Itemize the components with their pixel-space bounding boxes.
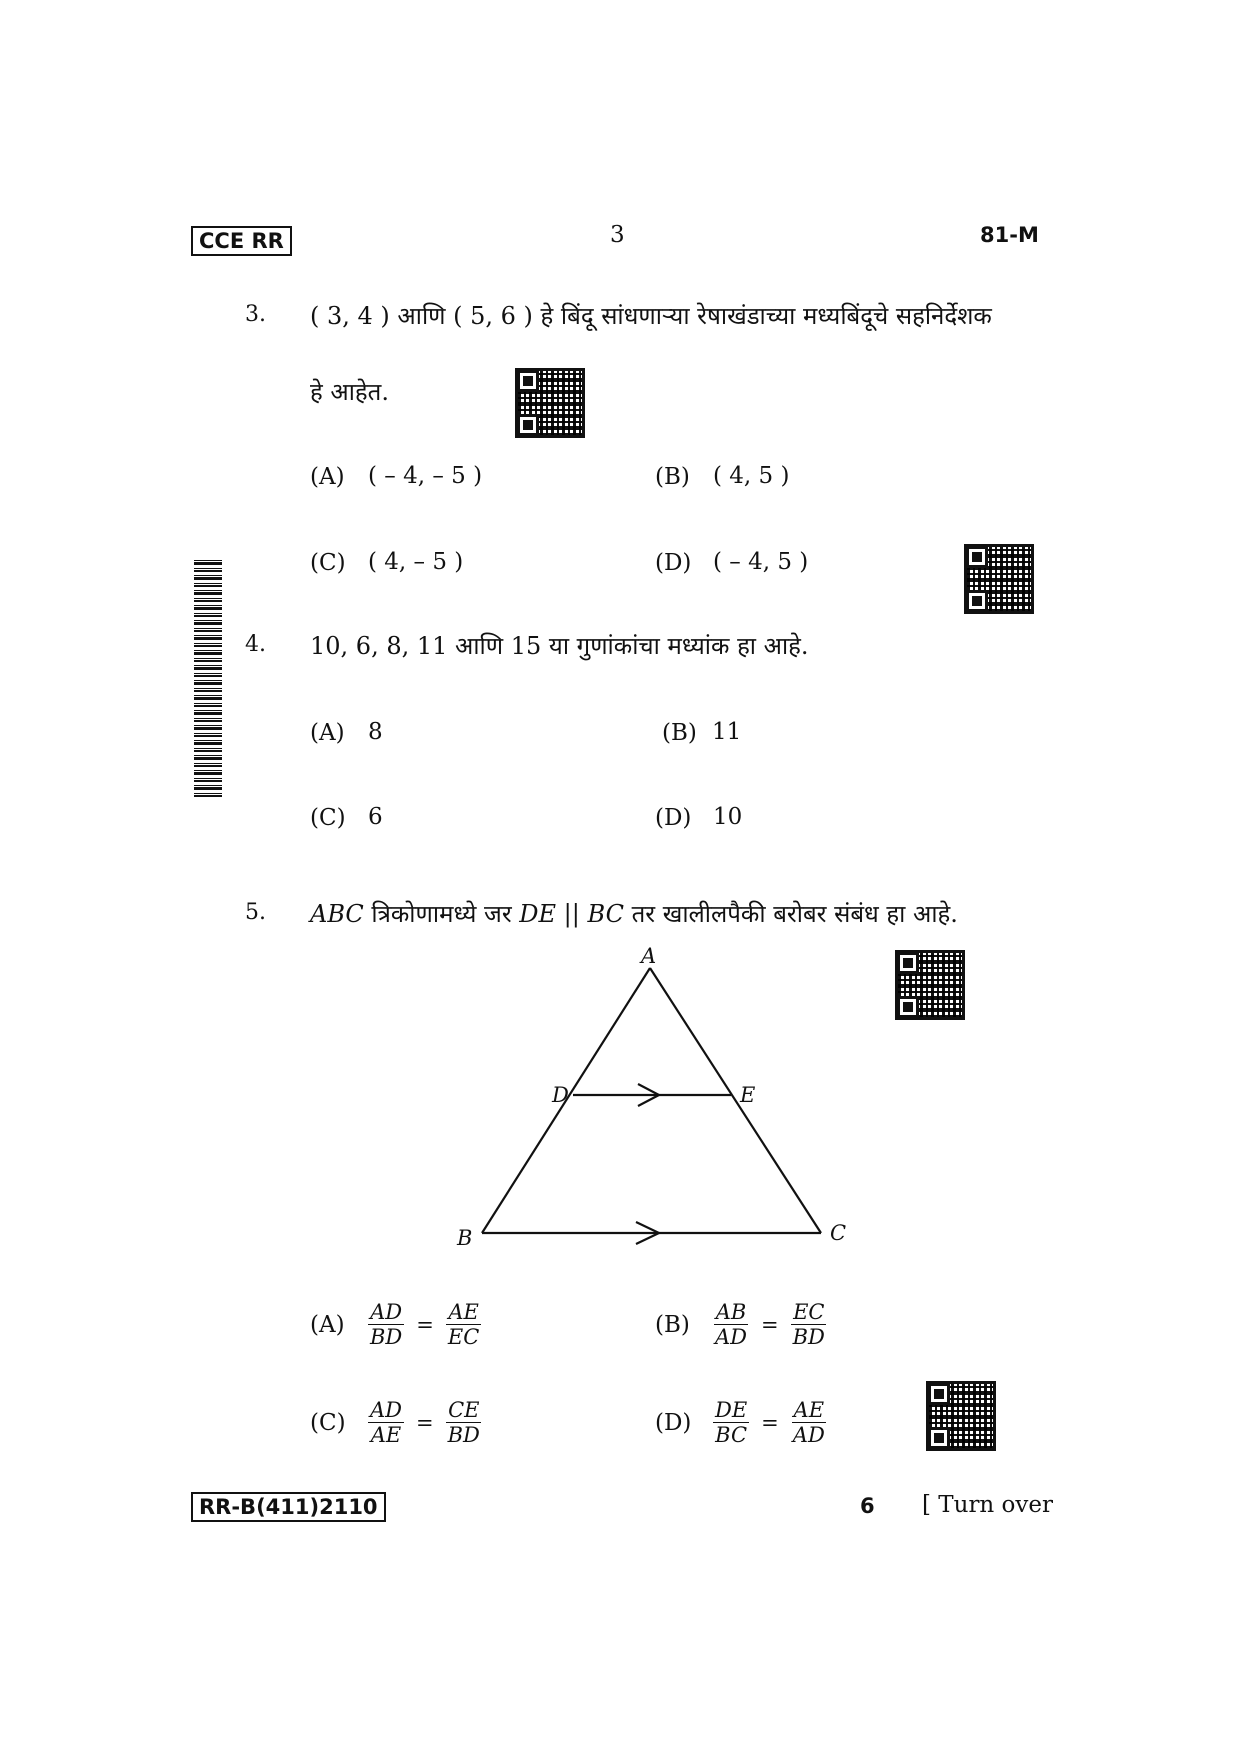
option-label: (A) [310, 720, 345, 746]
qr-code-q3 [515, 368, 585, 438]
q5-option-a[interactable] [310, 1300, 481, 1349]
qr-code-q5-figure [895, 950, 965, 1020]
q4-option-a[interactable] [310, 719, 383, 746]
turn-over-text: [ Turn over [922, 1492, 1054, 1518]
fraction-left [368, 1300, 404, 1349]
q3-option-b[interactable] [655, 463, 789, 490]
fraction-right [791, 1398, 827, 1447]
q5-text-part1: त्रिकोणामध्ये जर [363, 900, 520, 928]
option-label: (D) [655, 1409, 692, 1436]
vertex-c-label: C [830, 1221, 847, 1245]
option-text: ( 4, – 5 ) [368, 549, 464, 575]
denominator: EC [447, 1325, 480, 1349]
fraction-right [446, 1300, 481, 1349]
option-label: (C) [310, 805, 346, 831]
option-text: 11 [712, 719, 742, 745]
option-label: (A) [310, 464, 345, 490]
page-number: 3 [610, 222, 625, 248]
option-label: (D) [655, 550, 692, 576]
q4-option-d[interactable] [655, 804, 742, 831]
q5-text-de: DE [519, 900, 557, 928]
q3-text-line1: ( 3, 4 ) आणि ( 5, 6 ) हे बिंदू सांधणाऱ्या रेषाखंडाच्या मध्यबिंदूचे सहनिर्देशक [310, 302, 992, 330]
triangle-figure [440, 945, 860, 1265]
option-text: 6 [368, 804, 383, 830]
equals-sign: = [416, 1312, 434, 1337]
q5-text [310, 897, 958, 930]
option-label: (B) [655, 464, 690, 490]
numerator: AB [715, 1300, 747, 1324]
option-label: (B) [662, 720, 697, 746]
fraction-left [368, 1398, 404, 1447]
numerator: EC [793, 1300, 825, 1324]
q3-number: 3. [245, 302, 266, 327]
vertex-b-label: B [457, 1226, 473, 1250]
qr-code-q4 [964, 544, 1034, 614]
option-label: (C) [310, 1409, 346, 1436]
q4-option-c[interactable] [310, 804, 383, 831]
numerator: CE [448, 1398, 480, 1422]
option-label: (B) [655, 1311, 690, 1338]
fraction-left [713, 1300, 749, 1349]
equals-sign: = [761, 1410, 779, 1435]
q5-option-b[interactable] [655, 1300, 827, 1349]
option-text: 10 [713, 804, 743, 830]
qr-code-q5-options [926, 1381, 996, 1451]
denominator: BD [370, 1325, 403, 1349]
footer-page-number: 6 [860, 1494, 875, 1518]
q4-text: 10, 6, 8, 11 आणि 15 या गुणांकांचा मध्यांक हा आहे. [310, 632, 809, 660]
q3-option-d[interactable] [655, 549, 808, 576]
option-label: (A) [310, 1311, 345, 1338]
q5-text-parallel: || [556, 900, 588, 928]
point-d-label: D [552, 1083, 569, 1107]
q5-option-d[interactable] [655, 1398, 827, 1447]
numerator: DE [715, 1398, 748, 1422]
q4-option-b[interactable] [662, 719, 741, 746]
denominator: BC [715, 1423, 748, 1447]
option-text: 8 [368, 719, 383, 745]
side-ac [650, 968, 821, 1233]
equals-sign: = [416, 1410, 434, 1435]
q3-text-line2: हे आहेत. [310, 378, 389, 406]
point-e-label: E [740, 1083, 756, 1107]
numerator: AD [370, 1300, 403, 1324]
option-text: ( – 4, – 5 ) [368, 463, 483, 489]
numerator: AE [793, 1398, 825, 1422]
option-text: ( – 4, 5 ) [713, 549, 809, 575]
option-text: ( 4, 5 ) [713, 463, 790, 489]
header-left-code: CCE RR [191, 226, 292, 256]
numerator: AD [370, 1398, 403, 1422]
denominator: AE [370, 1423, 402, 1447]
q5-number: 5. [245, 900, 266, 925]
equals-sign: = [761, 1312, 779, 1337]
q5-text-abc: ABC [310, 900, 364, 928]
denominator: BD [792, 1325, 825, 1349]
vertex-a-label: A [641, 945, 657, 968]
option-label: (C) [310, 550, 346, 576]
fraction-right [791, 1300, 827, 1349]
header-right-code: 81-M [980, 223, 1039, 247]
denominator: BD [447, 1423, 480, 1447]
fraction-left [713, 1398, 749, 1447]
q3-option-c[interactable] [310, 549, 463, 576]
side-barcode [194, 557, 222, 797]
q5-text-part2: तर खालीलपैकी बरोबर संबंध हा आहे. [623, 900, 958, 928]
fraction-right [446, 1398, 482, 1447]
option-label: (D) [655, 805, 692, 831]
numerator: AE [448, 1300, 479, 1324]
denominator: AD [715, 1325, 748, 1349]
q4-number: 4. [245, 632, 266, 657]
q3-option-a[interactable] [310, 463, 482, 490]
q5-text-bc: BC [587, 900, 624, 928]
denominator: AD [792, 1423, 825, 1447]
q5-option-c[interactable] [310, 1398, 482, 1447]
footer-code: RR-B(411)2110 [191, 1492, 386, 1522]
